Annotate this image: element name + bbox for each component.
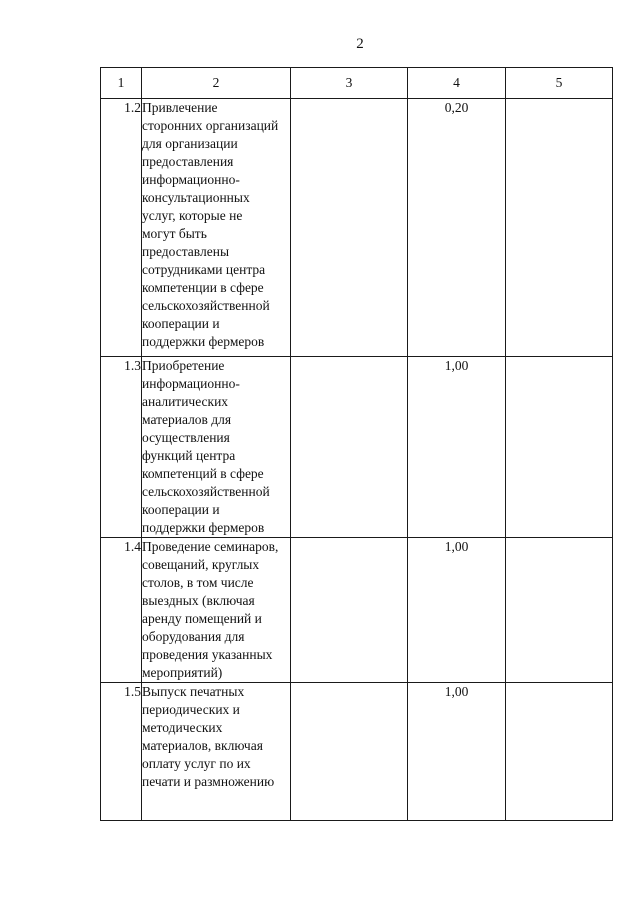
description-line: Привлечение <box>142 100 218 115</box>
budget-table <box>100 67 613 821</box>
description-line: оплату услуг по их <box>142 756 251 771</box>
description-line: выездных (включая <box>142 593 255 608</box>
description-line: Приобретение <box>142 358 225 373</box>
description-line: компетенции в сфере <box>142 280 264 295</box>
description-line: периодических и <box>142 702 240 717</box>
table-header-row <box>101 68 613 99</box>
table-row <box>101 357 613 538</box>
table-row <box>101 683 613 821</box>
description-line: Выпуск печатных <box>142 684 245 699</box>
description-line: услуг, которые не <box>142 208 243 223</box>
description-line: оборудования для <box>142 629 245 644</box>
description-line: предоставления <box>142 154 234 169</box>
row-col3 <box>291 99 408 357</box>
column-header-5: 5 <box>506 68 613 99</box>
description-line: поддержки фермеров <box>142 520 265 535</box>
description-line: мероприятий) <box>142 665 223 680</box>
row-number: 1.2 <box>101 99 142 357</box>
description-line: аренду помещений и <box>142 611 262 626</box>
description-line: предоставлены <box>142 244 230 259</box>
description-line: функций центра <box>142 448 236 463</box>
row-col5 <box>506 357 613 538</box>
description-line: поддержки фермеров <box>142 334 265 349</box>
description-line: кооперации и <box>142 502 220 517</box>
description-line: осуществления <box>142 430 230 445</box>
column-header-2: 2 <box>142 68 291 99</box>
row-value: 1,00 <box>408 683 506 821</box>
row-description <box>142 683 291 821</box>
description-line: материалов, включая <box>142 738 263 753</box>
row-value: 0,20 <box>408 99 506 357</box>
description-line: сторонних организаций <box>142 118 279 133</box>
column-header-4: 4 <box>408 68 506 99</box>
row-col5 <box>506 538 613 683</box>
description-line: проведения указанных <box>142 647 273 662</box>
row-number: 1.5 <box>101 683 142 821</box>
column-header-3: 3 <box>291 68 408 99</box>
row-number: 1.3 <box>101 357 142 538</box>
description-line: консультационных <box>142 190 250 205</box>
description-line: для организации <box>142 136 238 151</box>
table-row <box>101 99 613 357</box>
row-value: 1,00 <box>408 357 506 538</box>
description-line: столов, в том числе <box>142 575 254 590</box>
table-row <box>101 538 613 683</box>
column-header-1: 1 <box>101 68 142 99</box>
row-col3 <box>291 538 408 683</box>
description-line: сотрудниками центра <box>142 262 266 277</box>
row-col3 <box>291 357 408 538</box>
description-line: компетенций в сфере <box>142 466 264 481</box>
row-description <box>142 538 291 683</box>
description-line: печати и размножению <box>142 774 275 789</box>
row-number: 1.4 <box>101 538 142 683</box>
row-col5 <box>506 683 613 821</box>
row-description <box>142 357 291 538</box>
description-line: сельскохозяйственной <box>142 484 270 499</box>
row-description <box>142 99 291 357</box>
description-line: информационно- <box>142 376 240 391</box>
description-line: кооперации и <box>142 316 220 331</box>
description-line: методических <box>142 720 223 735</box>
page-number: 2 <box>356 36 364 52</box>
row-value: 1,00 <box>408 538 506 683</box>
description-line: информационно- <box>142 172 240 187</box>
description-line: могут быть <box>142 226 207 241</box>
description-line: сельскохозяйственной <box>142 298 270 313</box>
row-col3 <box>291 683 408 821</box>
description-line: аналитических <box>142 394 229 409</box>
description-line: Проведение семинаров, <box>142 539 279 554</box>
description-line: совещаний, круглых <box>142 557 260 572</box>
row-col5 <box>506 99 613 357</box>
description-line: материалов для <box>142 412 232 427</box>
